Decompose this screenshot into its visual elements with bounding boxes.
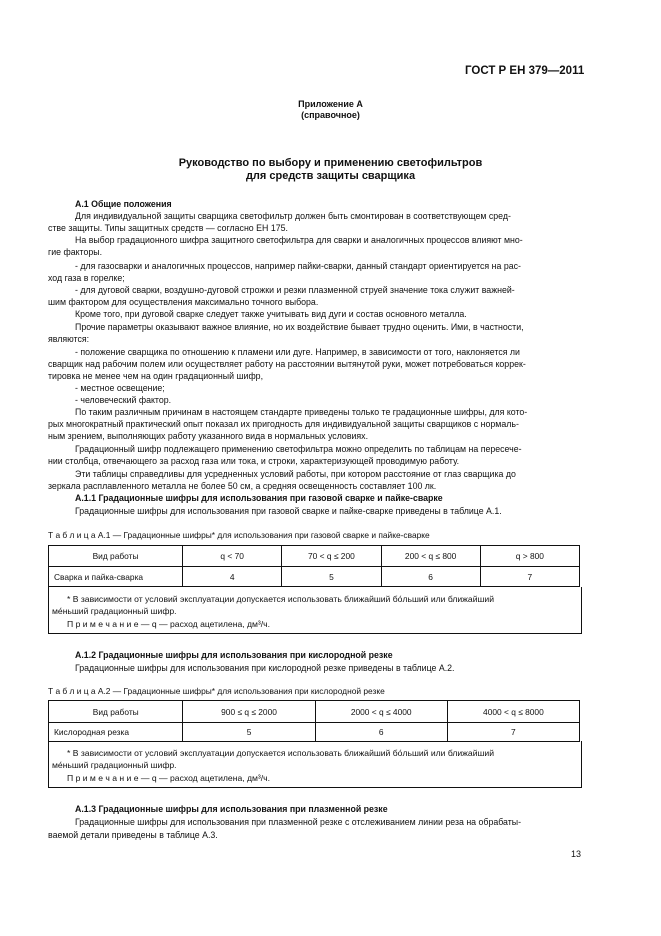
paragraph-line: - для газосварки и аналогичных процессов, например пайки-сварки, данный стандарт ориентируется на рас- [75, 261, 521, 271]
page-title-line2: для средств защиты сварщика [245, 170, 416, 182]
standard-header: ГОСТ Р ЕН 379—2011 [465, 65, 585, 77]
table-cell: 7 [447, 723, 579, 742]
table-header-cell: 900 ≤ q ≤ 2000 [183, 701, 315, 723]
paragraph-line: - человеческий фактор. [75, 395, 172, 405]
table-header-cell: Вид работы [49, 701, 183, 723]
table-header-cell: q < 70 [183, 546, 282, 567]
table-a1 [48, 545, 580, 587]
paragraph-line: - местное освещение; [75, 383, 165, 393]
table-a1-notes [48, 587, 582, 634]
table-cell: 7 [480, 567, 579, 587]
paragraph-line: шим фактором для осуществления максимально точного выбора. [48, 297, 319, 307]
paragraph-line: Для индивидуальной защиты сварщика светофильтр должен быть смонтирован в соответствующем сред- [75, 211, 511, 221]
paragraph-line: рых многократный практический опыт показал их пригодность для индивидуальной защиты сварщиков с нормаль- [48, 419, 519, 429]
paragraph-line: нии столбца, отвечающего за расход газа или тока, и строки, характеризующей проводимую работу. [48, 456, 460, 466]
section-a1-heading: А.1 Общие положения [75, 199, 172, 209]
table-a2-note: П р и м е ч а н и е — q — расход ацетилена, дм³/ч. [67, 773, 271, 783]
paragraph-line: Градационный шифр подлежащего применению светофильтра можно определить по таблицам на пересече- [75, 444, 522, 454]
paragraph-line: По таким различным причинам в настоящем стандарте приведены только те градационные шифры, для кото- [75, 407, 528, 417]
section-a13-heading: А.1.3 Градационные шифры для использования при плазменной резке [75, 804, 388, 814]
paragraph-line: Прочие параметры оказывают важное влияние, но их воздействие бывает трудно оценить. Ими, в частности, [75, 322, 524, 332]
table-header-cell: 2000 < q ≤ 4000 [315, 701, 447, 723]
table-cell: 6 [315, 723, 447, 742]
paragraph-line: стве защиты. Типы защитных средств — согласно ЕН 175. [48, 223, 288, 233]
paragraph-line: ход газа в горелке; [48, 273, 125, 283]
table-header-cell: 200 < q ≤ 800 [381, 546, 480, 567]
table-cell: 5 [183, 723, 315, 742]
paragraph-line: зеркала расплавленного металла не более 50 см, а средняя освещенность составляет 100 лк. [48, 481, 437, 491]
paragraph-line: На выбор градационного шифра защитного светофильтра для сварки и аналогичных процессов влияют мно- [75, 235, 523, 245]
table-a1-footnote: * В зависимости от условий эксплуатации допускается использовать ближайший бо́льший или ближайший [67, 594, 495, 604]
table-a2-footnote: ме́ньший градационный шифр. [52, 760, 177, 770]
paragraph-line: тировка не менее чем на один градационный шифр, [48, 371, 264, 381]
table-a2-footnote: * В зависимости от условий эксплуатации допускается использовать ближайший бо́льший или ближайший [67, 748, 495, 758]
appendix-label: Приложение А [298, 99, 363, 109]
table-a2-caption: Т а б л и ц а А.2 — Градационные шифры* для использования при кислородной резке [48, 686, 385, 696]
table-row-label: Сварка и пайка-сварка [49, 567, 183, 587]
paragraph-line: Кроме того, при дуговой сварке следует также учитывать вид дуги и состав основного металла. [75, 309, 467, 319]
table-a2-notes [48, 741, 582, 788]
section-a11-text: Градационные шифры для использования при газовой сварке и пайке-сварке приведены в таблице А.1. [75, 506, 502, 516]
paragraph-line: являются: [48, 334, 90, 344]
paragraph-line: сварщик над рабочим полем или осуществляет работу на расстоянии вытянутой руки, может потребоваться коррек- [48, 359, 526, 369]
table-cell: 4 [183, 567, 282, 587]
section-a12-heading: А.1.2 Градационные шифры для использования при кислородной резке [75, 650, 393, 660]
page-title-line1: Руководство по выбору и применению светофильтров [178, 157, 483, 169]
section-a13-text: Градационные шифры для использования при плазменной резке с отслеживанием линии реза на обрабаты- [75, 817, 522, 827]
table-a1-footnote: ме́ньший градационный шифр. [52, 606, 177, 616]
table-a1-caption: Т а б л и ц а А.1 — Градационные шифры* для использования при газовой сварке и пайке-сварке [48, 530, 430, 540]
paragraph-line: ным зрением, выполняющих работу указанного вида в нормальных условиях. [48, 431, 369, 441]
page-number: 13 [571, 849, 582, 859]
paragraph-line: гие факторы. [48, 247, 103, 257]
table-header-cell: 70 < q ≤ 200 [282, 546, 381, 567]
table-a1-note: П р и м е ч а н и е — q — расход ацетилена, дм³/ч. [67, 619, 271, 629]
table-header-cell: q > 800 [480, 546, 579, 567]
table-row-label: Кислородная резка [49, 723, 183, 742]
paragraph-line: - для дуговой сварки, воздушно-дуговой строжки и резки плазменной струей значение тока служит важней- [75, 285, 515, 295]
table-cell: 6 [381, 567, 480, 587]
section-a11-heading: А.1.1 Градационные шифры для использования при газовой сварке и пайке-сварке [75, 493, 443, 503]
table-cell: 5 [282, 567, 381, 587]
section-a12-text: Градационные шифры для использования при кислородной резке приведены в таблице А.2. [75, 663, 455, 673]
table-header-cell: 4000 < q ≤ 8000 [447, 701, 579, 723]
table-a2 [48, 700, 580, 742]
table-header-cell: Вид работы [49, 546, 183, 567]
appendix-kind: (справочное) [301, 110, 360, 120]
section-a13-text: ваемой детали приведены в таблице А.3. [48, 830, 218, 840]
paragraph-line: - положение сварщика по отношению к пламени или дуге. Например, в зависимости от того, наклоняется ли [75, 347, 520, 357]
paragraph-line: Эти таблицы справедливы для усредненных условий работы, при котором расстояние от глаз сварщика до [75, 469, 516, 479]
